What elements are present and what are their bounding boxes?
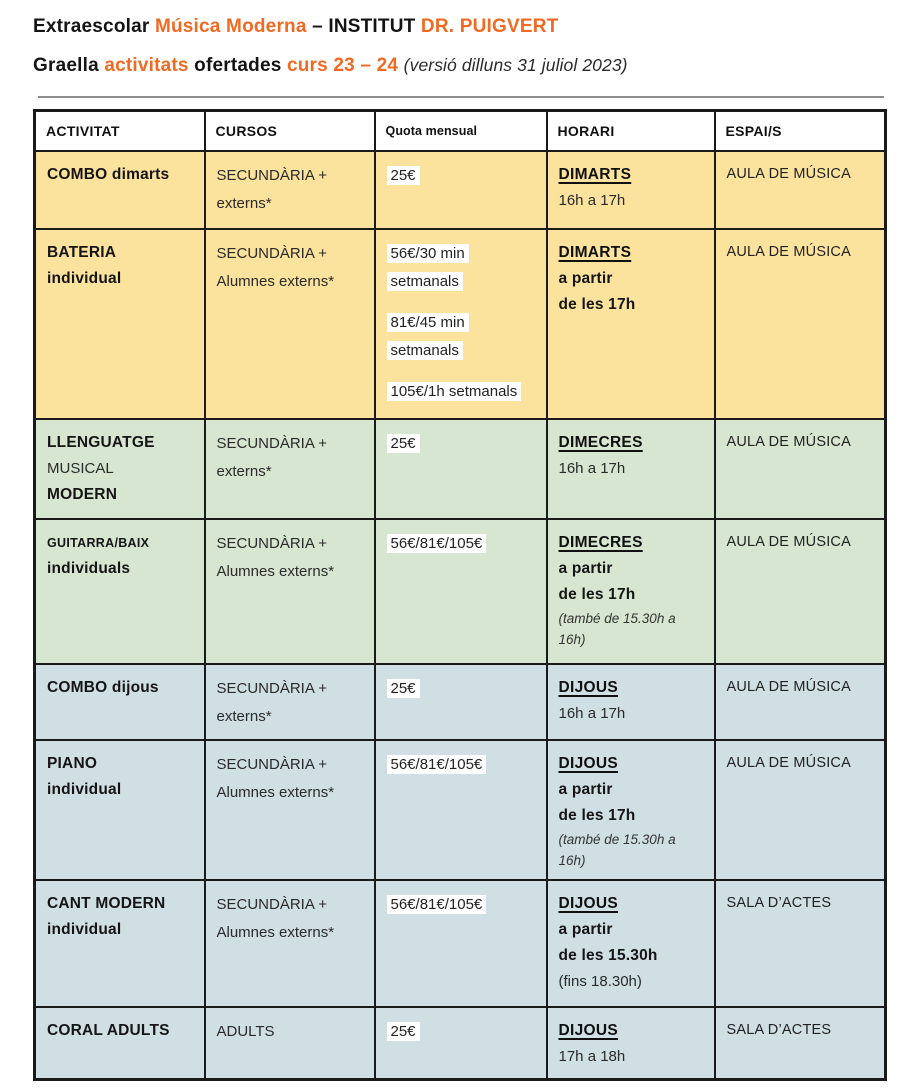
schedule-line: DIJOUS <box>558 754 619 772</box>
schedule-line: (fins 18.30h) <box>558 972 642 990</box>
activity-name: LLENGUATGE <box>47 433 155 451</box>
title-segment-accent: DR. PUIGVERT <box>420 16 559 37</box>
schedule-line: DIMECRES <box>558 533 643 551</box>
column-header-activitat: ACTIVITAT <box>35 111 205 151</box>
fee-highlight: 25€ <box>387 166 420 185</box>
courses-line: SECUNDÀRIA + <box>216 679 327 697</box>
schedule-line: a partir <box>558 559 613 577</box>
courses-line: Alumnes externs* <box>216 272 335 290</box>
room-name: SALA D’ACTES <box>726 894 832 911</box>
table-row <box>35 880 886 1007</box>
subtitle-segment-accent: activitats <box>104 55 189 76</box>
schedule-cell <box>547 740 715 880</box>
title-segment: Extraescolar <box>33 16 155 37</box>
schedule-line: a partir <box>558 269 613 287</box>
table-row <box>35 419 886 519</box>
page-subtitle <box>33 53 628 78</box>
table-header <box>35 111 886 151</box>
courses-line: externs* <box>216 707 272 725</box>
fee-highlight: 56€/30 min setmanals <box>387 244 469 291</box>
courses-cell <box>205 1007 375 1080</box>
fee-group <box>387 675 538 703</box>
page-title <box>33 15 628 39</box>
fee-highlight: 56€/81€/105€ <box>387 895 487 914</box>
schedule-line: (també de 15.30h a 16h) <box>558 831 676 868</box>
column-header-horari: HORARI <box>547 111 715 151</box>
schedule-line: de les 17h <box>558 806 636 824</box>
activity-cell <box>35 880 205 1007</box>
divider-rule <box>38 96 884 98</box>
document-header <box>33 15 628 78</box>
table-row <box>35 1007 886 1080</box>
courses-line: externs* <box>216 462 272 480</box>
fee-group <box>387 240 538 296</box>
fee-cell <box>375 519 547 664</box>
table-row <box>35 151 886 229</box>
courses-line: SECUNDÀRIA + <box>216 534 327 552</box>
table-row <box>35 519 886 664</box>
schedule-line: DIJOUS <box>558 1021 619 1039</box>
schedule-line: 16h a 17h <box>558 459 626 477</box>
activity-name: individuals <box>47 559 131 577</box>
schedule-line: DIMARTS <box>558 243 632 261</box>
version-note: (versió dilluns 31 juliol 2023) <box>403 55 628 75</box>
fee-cell <box>375 740 547 880</box>
schedule-line: a partir <box>558 920 613 938</box>
room-cell <box>715 419 886 519</box>
room-cell <box>715 880 886 1007</box>
subtitle-segment: ofertades <box>188 55 287 76</box>
courses-line: externs* <box>216 194 272 212</box>
room-name: AULA DE MÚSICA <box>726 678 851 695</box>
schedule-line: (també de 15.30h a 16h) <box>558 610 676 647</box>
activity-name: CANT MODERN <box>47 894 166 912</box>
subtitle-segment-accent: curs 23 – 24 <box>286 55 404 76</box>
courses-line: SECUNDÀRIA + <box>216 755 327 773</box>
title-segment-accent: Música Moderna <box>154 16 307 37</box>
schedule-line: DIJOUS <box>558 678 619 696</box>
fee-highlight: 56€/81€/105€ <box>387 755 487 774</box>
schedule-line: de les 17h <box>558 295 636 313</box>
title-segment: – INSTITUT <box>306 16 421 37</box>
schedule-table <box>33 109 887 1081</box>
table-header-row <box>35 111 886 151</box>
activity-name: PIANO <box>47 754 98 772</box>
activity-name: MODERN <box>47 485 118 503</box>
room-cell <box>715 151 886 229</box>
activity-name: MUSICAL <box>47 459 114 477</box>
activity-cell <box>35 1007 205 1080</box>
schedule-cell <box>547 519 715 664</box>
schedule-cell <box>547 664 715 740</box>
courses-line: Alumnes externs* <box>216 562 335 580</box>
courses-cell <box>205 229 375 419</box>
activity-name: GUITARRA/BAIX <box>47 535 150 550</box>
fee-group <box>387 162 538 190</box>
room-cell <box>715 1007 886 1080</box>
table-row <box>35 740 886 880</box>
activity-name: individual <box>47 780 122 798</box>
courses-cell <box>205 880 375 1007</box>
schedule-line: DIMARTS <box>558 165 632 183</box>
room-cell <box>715 519 886 664</box>
fee-group <box>387 378 538 406</box>
room-name: AULA DE MÚSICA <box>726 433 851 450</box>
fee-group <box>387 1018 538 1046</box>
courses-line: SECUNDÀRIA + <box>216 244 327 262</box>
fee-highlight: 81€/45 min setmanals <box>387 313 469 360</box>
activity-cell <box>35 419 205 519</box>
schedule-cell <box>547 151 715 229</box>
fee-cell <box>375 880 547 1007</box>
fee-highlight: 56€/81€/105€ <box>387 534 487 553</box>
courses-cell <box>205 740 375 880</box>
schedule-line: 17h a 18h <box>558 1047 626 1065</box>
fee-cell <box>375 1007 547 1080</box>
schedule-cell <box>547 419 715 519</box>
room-name: SALA D’ACTES <box>726 1021 832 1038</box>
fee-cell <box>375 151 547 229</box>
courses-cell <box>205 151 375 229</box>
column-header-cursos: CURSOS <box>205 111 375 151</box>
courses-line: SECUNDÀRIA + <box>216 895 327 913</box>
room-cell <box>715 229 886 419</box>
fee-group <box>387 891 538 919</box>
room-cell <box>715 740 886 880</box>
schedule-line: DIMECRES <box>558 433 643 451</box>
column-header-espais: ESPAI/S <box>715 111 886 151</box>
courses-cell <box>205 664 375 740</box>
courses-line: ADULTS <box>216 1022 275 1040</box>
room-cell <box>715 664 886 740</box>
fee-highlight: 25€ <box>387 434 420 453</box>
activity-name: COMBO dimarts <box>47 165 170 183</box>
activity-cell <box>35 151 205 229</box>
schedule-table-body <box>35 151 886 1080</box>
courses-line: SECUNDÀRIA + <box>216 166 327 184</box>
fee-cell <box>375 664 547 740</box>
schedule-line: de les 15.30h <box>558 946 658 964</box>
room-name: AULA DE MÚSICA <box>726 754 851 771</box>
courses-cell <box>205 519 375 664</box>
activity-name: BATERIA <box>47 243 117 261</box>
activity-name: CORAL ADULTS <box>47 1021 170 1039</box>
schedule-line: a partir <box>558 780 613 798</box>
schedule-line: de les 17h <box>558 585 636 603</box>
column-header-quota: Quota mensual <box>375 111 547 151</box>
room-name: AULA DE MÚSICA <box>726 243 851 260</box>
fee-highlight: 25€ <box>387 679 420 698</box>
room-name: AULA DE MÚSICA <box>726 165 851 182</box>
activity-cell <box>35 740 205 880</box>
activity-name: COMBO dijous <box>47 678 159 696</box>
courses-line: SECUNDÀRIA + <box>216 434 327 452</box>
activity-name: individual <box>47 920 122 938</box>
fee-highlight: 105€/1h setmanals <box>387 382 522 401</box>
courses-cell <box>205 419 375 519</box>
fee-highlight: 25€ <box>387 1022 420 1041</box>
fee-group <box>387 309 538 365</box>
courses-line: Alumnes externs* <box>216 923 335 941</box>
activity-cell <box>35 664 205 740</box>
fee-group <box>387 751 538 779</box>
schedule-cell <box>547 880 715 1007</box>
schedule-cell <box>547 1007 715 1080</box>
fee-cell <box>375 419 547 519</box>
schedule-line: 16h a 17h <box>558 191 626 209</box>
schedule-line: 16h a 17h <box>558 704 626 722</box>
courses-line: Alumnes externs* <box>216 783 335 801</box>
schedule-cell <box>547 229 715 419</box>
room-name: AULA DE MÚSICA <box>726 533 851 550</box>
subtitle-segment: Graella <box>33 55 105 76</box>
schedule-line: DIJOUS <box>558 894 619 912</box>
activity-cell <box>35 519 205 664</box>
table-row <box>35 664 886 740</box>
fee-cell <box>375 229 547 419</box>
activity-name: individual <box>47 269 122 287</box>
activity-cell <box>35 229 205 419</box>
fee-group <box>387 430 538 458</box>
fee-group <box>387 530 538 558</box>
table-row <box>35 229 886 419</box>
